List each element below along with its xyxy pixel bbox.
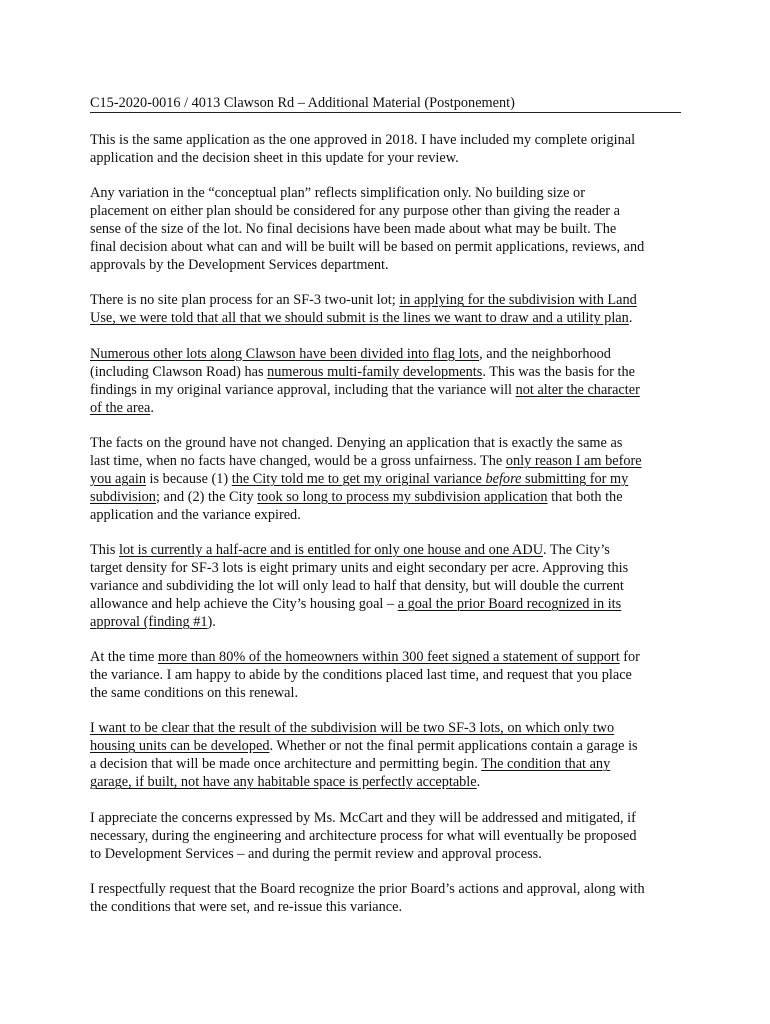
text-line bbox=[90, 595, 681, 613]
underlined-text: more than 80% of the homeowners within 300 feet signed a statement of support bbox=[157, 649, 620, 666]
text-run: necessary, during the engineering and architecture process for what will eventually be proposed bbox=[90, 827, 637, 844]
text-line bbox=[90, 256, 681, 274]
text-line bbox=[90, 898, 681, 916]
text-line bbox=[90, 541, 681, 559]
text-run: . bbox=[476, 774, 481, 791]
text-run: findings in my original variance approval, including that the variance will bbox=[90, 381, 516, 398]
underlined-text: Use, we were told that all that we should submit is the lines we want to draw and a utility plan bbox=[90, 310, 629, 327]
text-run: Any variation in the “conceptual plan” reflects simplification only. No building size or bbox=[90, 185, 585, 202]
paragraph bbox=[90, 434, 681, 524]
text-line bbox=[90, 399, 681, 417]
paragraph bbox=[90, 648, 681, 702]
text-run: This is the same application as the one approved in 2018. I have included my complete original bbox=[90, 132, 636, 148]
text-line bbox=[90, 291, 681, 309]
paragraph bbox=[90, 291, 681, 327]
document-header: C15-2020-0016 / 4013 Clawson Rd – Additional Material (Postponement) bbox=[90, 95, 515, 111]
text-run: . bbox=[150, 399, 154, 416]
underlined-text: a goal the prior Board recognized in its bbox=[397, 595, 622, 612]
underlined-text bbox=[485, 471, 521, 487]
text-run: . This was the basis for the bbox=[482, 363, 635, 380]
underlined-text: not alter the character bbox=[515, 381, 640, 398]
text-line bbox=[90, 363, 681, 381]
text-line bbox=[90, 737, 681, 755]
text-run: placement on either plan should be considered for any purpose other than giving the reader a bbox=[90, 203, 620, 220]
text-line bbox=[90, 220, 681, 238]
text-run: application and the decision sheet in this update for your review. bbox=[90, 150, 459, 166]
text-line bbox=[90, 149, 681, 167]
text-run: to Development Services – and during the permit review and approval process. bbox=[90, 845, 542, 862]
underlined-text: numerous multi-family developments bbox=[267, 363, 483, 380]
underlined-text: subdivision bbox=[90, 488, 156, 505]
text-run: approvals by the Development Services department. bbox=[90, 257, 389, 274]
paragraph bbox=[90, 345, 681, 417]
text-run: that both the bbox=[547, 488, 623, 505]
text-run: The facts on the ground have not changed. Denying an application that is exactly the same as bbox=[90, 434, 623, 451]
text-line bbox=[90, 719, 681, 737]
text-line bbox=[90, 559, 681, 577]
underlined-text: approval (finding #1 bbox=[90, 613, 208, 630]
underlined-text: submitting for my bbox=[521, 470, 629, 487]
underlined-text: the City told me to get my original variance bbox=[231, 470, 486, 487]
text-run: ; and (2) the City bbox=[155, 488, 258, 505]
paragraph bbox=[90, 131, 681, 167]
text-run: . bbox=[628, 310, 633, 327]
text-run: last time, when no facts have changed, would be a gross unfairness. The bbox=[90, 452, 506, 469]
text-run: the same conditions on this renewal. bbox=[90, 685, 299, 702]
underlined-text: garage, if built, not have any habitable space is perfectly acceptable bbox=[90, 774, 477, 791]
text-run: (including Clawson Road) has bbox=[90, 363, 268, 380]
text-line bbox=[90, 666, 681, 684]
underlined-text: took so long to process my subdivision application bbox=[257, 488, 548, 505]
text-run: a decision that will be made once architecture and permitting begin. bbox=[90, 756, 482, 773]
text-run: final decision about what can and will be built will be based on permit applications, reviews, and bbox=[90, 239, 645, 256]
text-run: for bbox=[619, 649, 640, 666]
text-run: sense of the size of the lot. No final decisions have been made about what may be built. The bbox=[90, 221, 617, 238]
text-line bbox=[90, 506, 681, 524]
document-body bbox=[90, 131, 681, 933]
text-line bbox=[90, 434, 681, 452]
text-line bbox=[90, 880, 681, 898]
text-run: variance and subdividing the lot will only lead to half that density, but will double the current bbox=[90, 577, 624, 594]
paragraph bbox=[90, 809, 681, 863]
underlined-text: housing units can be developed bbox=[90, 738, 270, 755]
underlined-text: I want to be clear that the result of the subdivision will be two SF-3 lots, on which only two bbox=[90, 720, 615, 737]
text-line bbox=[90, 488, 681, 506]
text-line bbox=[90, 613, 681, 631]
underlined-text: lot is currently a half-acre and is entitled for only one house and one ADU bbox=[119, 541, 544, 558]
text-line bbox=[90, 238, 681, 256]
text-run: I respectfully request that the Board recognize the prior Board’s actions and approval, along with bbox=[90, 880, 645, 897]
text-run: This bbox=[90, 541, 119, 558]
italic-text: before bbox=[485, 470, 522, 487]
text-line bbox=[90, 184, 681, 202]
paragraph bbox=[90, 880, 681, 916]
text-line bbox=[90, 827, 681, 845]
paragraph bbox=[90, 541, 681, 631]
text-run: the variance. I am happy to abide by the conditions placed last time, and request that you place bbox=[90, 667, 632, 684]
underlined-text: of the area bbox=[90, 399, 151, 416]
underlined-text: Numerous other lots along Clawson have been divided into flag lots bbox=[90, 345, 480, 362]
text-run: the conditions that were set, and re-issue this variance. bbox=[90, 898, 403, 915]
text-run: application and the variance expired. bbox=[90, 506, 301, 523]
text-line bbox=[90, 202, 681, 220]
text-line bbox=[90, 773, 681, 791]
header-rule bbox=[90, 112, 681, 113]
text-line bbox=[90, 381, 681, 399]
text-line bbox=[90, 470, 681, 488]
text-line bbox=[90, 131, 681, 149]
text-line bbox=[90, 345, 681, 363]
text-line bbox=[90, 452, 681, 470]
text-run: target density for SF-3 lots is eight primary units and eight secondary per acre. Approving this bbox=[90, 559, 629, 576]
underlined-text: in applying for the subdivision with Land bbox=[399, 292, 637, 309]
text-line bbox=[90, 577, 681, 595]
text-line bbox=[90, 684, 681, 702]
text-run: is because (1) bbox=[145, 470, 232, 487]
text-line bbox=[90, 648, 681, 666]
underlined-text: only reason I am before bbox=[505, 452, 642, 469]
underlined-text: The condition that any bbox=[481, 756, 611, 773]
text-line bbox=[90, 755, 681, 773]
text-run: I appreciate the concerns expressed by Ms. McCart and they will be addressed and mitigated, if bbox=[90, 809, 636, 826]
text-run: ). bbox=[207, 613, 216, 630]
text-line bbox=[90, 309, 681, 327]
text-run: . The City’s bbox=[543, 541, 610, 558]
text-run: , and the neighborhood bbox=[479, 345, 611, 362]
paragraph bbox=[90, 184, 681, 274]
text-run: There is no site plan process for an SF-3 two-unit lot; bbox=[90, 292, 400, 309]
text-line bbox=[90, 809, 681, 827]
text-line bbox=[90, 845, 681, 863]
paragraph bbox=[90, 719, 681, 791]
text-run: . Whether or not the final permit applications contain a garage is bbox=[269, 738, 638, 755]
text-run: At the time bbox=[90, 649, 158, 666]
text-run: allowance and help achieve the City’s housing goal – bbox=[90, 595, 398, 612]
underlined-text: you again bbox=[90, 470, 146, 487]
